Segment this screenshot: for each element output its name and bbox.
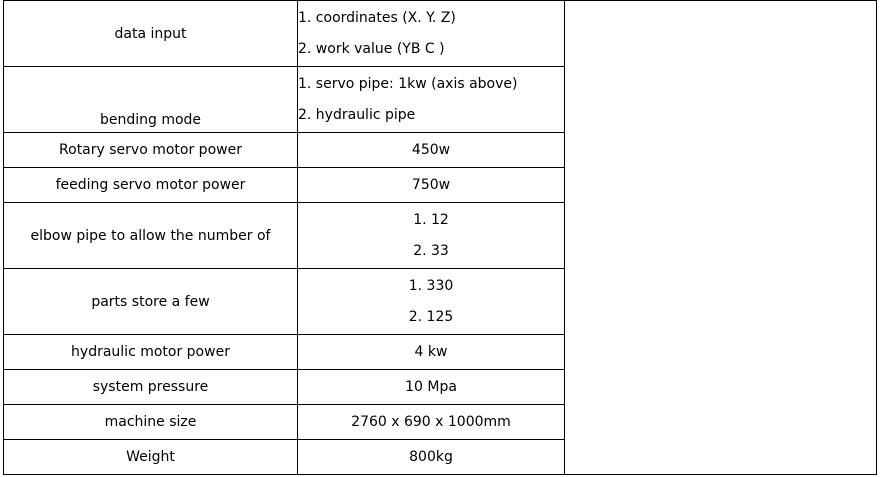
value-line: 1. coordinates (X. Y. Z) (298, 9, 456, 26)
row-value: 450w (298, 133, 565, 168)
row-label-text: bending mode (99, 112, 202, 128)
table-row (4, 1, 877, 67)
value-line: 2. hydraulic pipe (298, 106, 416, 123)
row-value (298, 1, 565, 67)
value-line: 2. work value (YB C ) (298, 40, 445, 57)
row-value: 800kg (298, 440, 565, 475)
row-label (4, 67, 298, 133)
value-line: 1. 12 (413, 211, 449, 228)
value-line: 2. 125 (408, 308, 454, 325)
row-label: system pressure (4, 370, 298, 405)
row-label (4, 1, 298, 67)
row-value (298, 269, 565, 335)
row-label: feeding servo motor power (4, 168, 298, 203)
row-label: Weight (4, 440, 298, 475)
row-label: elbow pipe to allow the number of (4, 203, 298, 269)
row-value: 750w (298, 168, 565, 203)
blank-column (565, 1, 877, 475)
spec-table (3, 0, 877, 475)
row-label-text: data input (114, 25, 187, 42)
row-value: 2760 x 690 x 1000mm (298, 405, 565, 440)
row-value (298, 67, 565, 133)
value-line: 2. 33 (413, 242, 449, 259)
row-value: 10 Mpa (298, 370, 565, 405)
row-value: 4 kw (298, 335, 565, 370)
row-label: hydraulic motor power (4, 335, 298, 370)
value-line: 1. servo pipe: 1kw (axis above) (298, 75, 518, 92)
value-line: 1. 330 (408, 277, 454, 294)
row-label: machine size (4, 405, 298, 440)
row-label: parts store a few (4, 269, 298, 335)
row-value (298, 203, 565, 269)
row-label: Rotary servo motor power (4, 133, 298, 168)
